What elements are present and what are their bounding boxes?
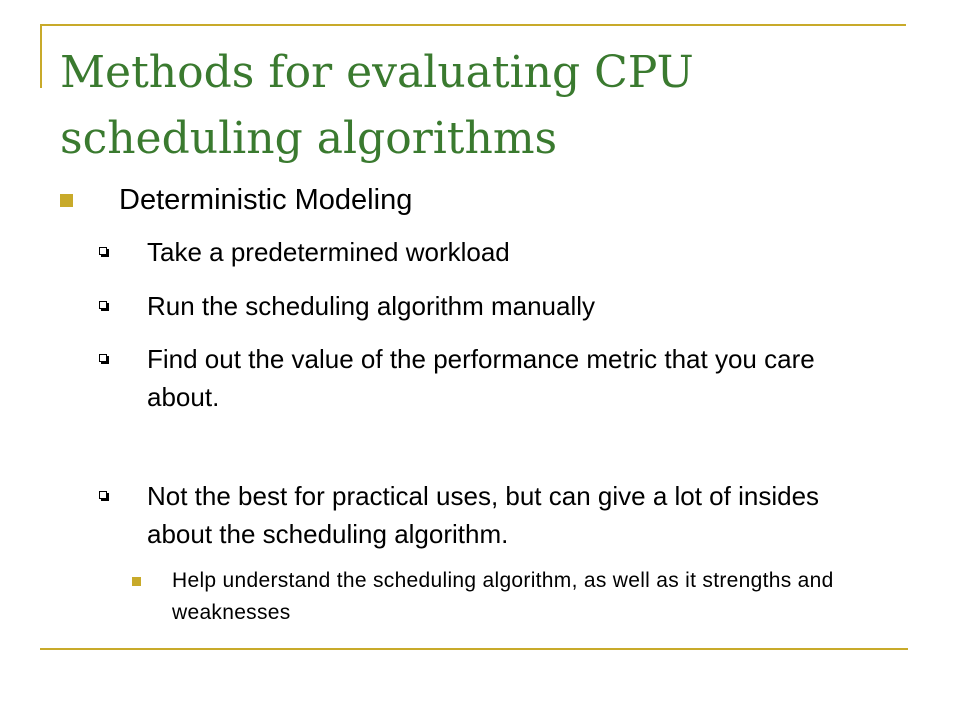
left-rule (40, 24, 42, 88)
subpoint-text: Help understand the scheduling algorithm, as well as it strengths and weaknesses (172, 569, 834, 624)
checkbox-bullet-icon (99, 354, 107, 362)
slide-title: Methods for evaluating CPU scheduling algorithms (60, 47, 694, 164)
point-text: Take a predetermined workload (147, 237, 510, 267)
checkbox-bullet-icon (99, 247, 107, 255)
square-bullet-icon (132, 577, 141, 586)
square-bullet-icon (60, 194, 73, 207)
checkbox-bullet-icon (99, 491, 107, 499)
heading-text: Deterministic Modeling (119, 184, 413, 216)
point-text: Find out the value of the performance metric that you care about. (147, 344, 815, 412)
point-text: Not the best for practical uses, but can give a lot of insides about the scheduling algorithm. (147, 481, 820, 549)
bottom-rule (40, 648, 908, 650)
checkbox-bullet-icon (99, 301, 107, 309)
point-text: Run the scheduling algorithm manually (147, 291, 596, 321)
top-rule (40, 24, 906, 26)
